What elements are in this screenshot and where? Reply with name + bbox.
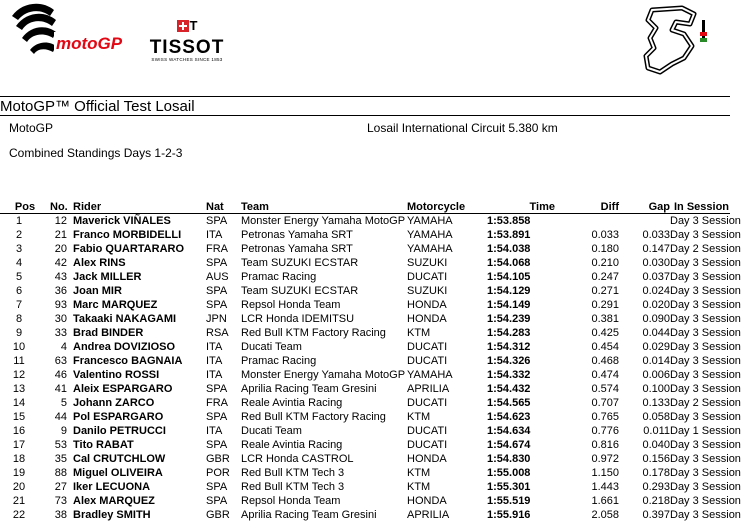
cell-rider: Alex RINS: [73, 257, 126, 269]
cell-rider: Iker LECUONA: [73, 481, 151, 493]
cell-session: Day 3 Session: [670, 509, 741, 521]
cell-no: 63: [54, 355, 67, 367]
cell-rider: Valentino ROSSI: [73, 369, 160, 381]
cell-no: 38: [54, 509, 67, 521]
table-header-row: [0, 200, 730, 214]
cell-diff: 0.454: [591, 341, 619, 353]
cell-no: 12: [54, 215, 67, 227]
table-row: [0, 396, 730, 410]
cell-no: 93: [54, 299, 67, 311]
cell-gap: 0.293: [642, 481, 670, 493]
tissot-wordmark: TISSOT: [149, 37, 225, 58]
cell-diff: 1.443: [591, 481, 619, 493]
cell-gap: 0.133: [642, 397, 670, 409]
cell-motorcycle: YAMAHA: [407, 243, 453, 255]
cell-time: 1:54.326: [487, 355, 531, 367]
cell-team: Repsol Honda Team: [241, 495, 341, 507]
cell-diff: 0.425: [591, 327, 619, 339]
cell-motorcycle: APRILIA: [407, 383, 450, 395]
cell-session: Day 3 Session: [670, 257, 741, 269]
cell-diff: 0.765: [591, 411, 619, 423]
cell-team: Ducati Team: [241, 341, 302, 353]
circuit-label: Losail International Circuit 5.380 km: [367, 121, 558, 135]
col-gap: Gap: [619, 200, 670, 214]
cell-gap: 0.058: [642, 411, 670, 423]
cell-diff: 0.271: [591, 285, 619, 297]
cell-team: Red Bull KTM Factory Racing: [241, 411, 386, 423]
cell-rider: Alex MARQUEZ: [73, 495, 155, 507]
cell-team: Reale Avintia Racing: [241, 439, 343, 451]
table-row: [0, 508, 730, 522]
cell-rider: Danilo PETRUCCI: [73, 425, 166, 437]
cell-nat: SPA: [206, 481, 228, 493]
cell-session: Day 3 Session: [670, 439, 741, 451]
cell-no: 4: [60, 341, 67, 353]
cell-nat: SPA: [206, 495, 228, 507]
cell-time: 1:54.565: [487, 397, 531, 409]
table-row: [0, 256, 730, 270]
cell-diff: 0.210: [591, 257, 619, 269]
cell-motorcycle: KTM: [407, 481, 431, 493]
cell-gap: 0.033: [642, 229, 670, 241]
motogp-logo-text: motoGP: [56, 34, 123, 53]
cell-diff: 1.150: [591, 467, 619, 479]
cell-team: Aprilia Racing Team Gresini: [241, 509, 377, 521]
cell-session: Day 2 Session: [670, 243, 741, 255]
cell-nat: ITA: [206, 229, 223, 241]
cell-gap: 0.147: [642, 243, 670, 255]
cell-time: 1:54.283: [487, 327, 531, 339]
tissot-initial: T: [189, 18, 198, 33]
cell-time: 1:55.519: [487, 495, 531, 507]
cell-rider: Marc MARQUEZ: [73, 299, 158, 311]
cell-session: Day 3 Session: [670, 285, 741, 297]
cell-time: 1:54.332: [487, 369, 531, 381]
cell-team: Team SUZUKI ECSTAR: [241, 257, 359, 269]
cell-motorcycle: KTM: [407, 411, 431, 423]
cell-rider: Miguel OLIVEIRA: [73, 467, 163, 479]
col-nat: Nat: [206, 200, 241, 214]
cell-pos: 6: [15, 285, 23, 297]
tissot-logo: [147, 20, 227, 60]
cell-team: Ducati Team: [241, 425, 302, 437]
cell-no: 35: [54, 453, 67, 465]
cell-nat: FRA: [206, 397, 228, 409]
cell-session: Day 1 Session: [670, 425, 741, 437]
cell-session: Day 3 Session: [670, 271, 741, 283]
cell-gap: 0.020: [642, 299, 670, 311]
table-row: [0, 270, 730, 284]
cell-diff: 0.474: [591, 369, 619, 381]
cell-session: Day 2 Session: [670, 397, 741, 409]
cell-nat: JPN: [206, 313, 227, 325]
cell-rider: Joan MIR: [73, 285, 122, 297]
cell-gap: 0.011: [643, 425, 670, 437]
table-row: [0, 494, 730, 508]
cell-pos: 12: [12, 369, 26, 381]
cell-rider: Johann ZARCO: [73, 397, 155, 409]
cell-gap: 0.397: [642, 509, 670, 521]
table-row: [0, 340, 730, 354]
track-map-icon: [632, 2, 714, 80]
page-title: MotoGP™ Official Test Losail: [0, 96, 730, 116]
cell-time: 1:54.432: [487, 383, 531, 395]
cell-pos: 16: [12, 425, 26, 437]
cell-rider: Aleix ESPARGARO: [73, 383, 173, 395]
cell-nat: SPA: [206, 257, 228, 269]
cell-diff: 0.180: [591, 243, 619, 255]
cell-motorcycle: DUCATI: [407, 271, 448, 283]
cell-team: Monster Energy Yamaha MotoGP: [241, 369, 406, 381]
table-row: [0, 438, 730, 452]
cell-motorcycle: DUCATI: [407, 425, 448, 437]
cell-diff: 1.661: [591, 495, 619, 507]
cell-pos: 4: [15, 257, 23, 269]
table-row: [0, 368, 730, 382]
cell-gap: 0.040: [642, 439, 670, 451]
cell-team: Aprilia Racing Team Gresini: [241, 383, 377, 395]
cell-rider: Maverick VIÑALES: [73, 215, 171, 227]
cell-gap: 0.218: [642, 495, 670, 507]
cell-gap: 0.014: [642, 355, 670, 367]
cell-rider: Francesco BAGNAIA: [73, 355, 183, 367]
cell-rider: Takaaki NAKAGAMI: [73, 313, 177, 325]
cell-gap: 0.156: [642, 453, 670, 465]
cell-nat: SPA: [206, 285, 228, 297]
cell-team: LCR Honda CASTROL: [241, 453, 354, 465]
cell-nat: ITA: [206, 341, 223, 353]
cell-diff: 0.574: [591, 383, 619, 395]
header: [0, 0, 730, 92]
table-row: [0, 284, 730, 298]
cell-session: Day 3 Session: [670, 495, 741, 507]
cell-team: Monster Energy Yamaha MotoGP: [241, 215, 406, 227]
cell-nat: ITA: [206, 355, 223, 367]
cell-rider: Pol ESPARGARO: [73, 411, 164, 423]
cell-rider: Brad BINDER: [73, 327, 144, 339]
table-row: [0, 312, 730, 326]
cell-motorcycle: DUCATI: [407, 355, 448, 367]
cell-diff: 0.816: [591, 439, 619, 451]
col-rider: Rider: [73, 200, 206, 214]
cell-motorcycle: KTM: [407, 327, 431, 339]
cell-pos: 19: [12, 467, 26, 479]
cell-motorcycle: APRILIA: [407, 509, 450, 521]
cell-diff: 0.291: [591, 299, 619, 311]
cell-no: 41: [54, 383, 67, 395]
cell-session: Day 3 Session: [670, 467, 741, 479]
cell-no: 21: [54, 229, 67, 241]
cell-session: Day 3 Session: [670, 229, 741, 241]
motogp-logo: [10, 2, 135, 60]
cell-rider: Jack MILLER: [73, 271, 142, 283]
cell-rider: Bradley SMITH: [73, 509, 151, 521]
cell-pos: 9: [15, 327, 23, 339]
col-motorcycle: Motorcycle: [407, 200, 487, 214]
table-row: [0, 298, 730, 312]
cell-gap: 0.044: [642, 327, 670, 339]
cell-time: 1:54.830: [487, 453, 531, 465]
cell-team: Red Bull KTM Tech 3: [241, 467, 345, 479]
cell-motorcycle: DUCATI: [407, 397, 448, 409]
cell-diff: 0.707: [591, 397, 619, 409]
cell-team: Red Bull KTM Tech 3: [241, 481, 345, 493]
cell-pos: 14: [12, 397, 26, 409]
cell-motorcycle: YAMAHA: [407, 369, 453, 381]
cell-no: 33: [54, 327, 67, 339]
col-no: No.: [38, 200, 73, 214]
cell-time: 1:54.149: [487, 299, 531, 311]
col-session: In Session: [670, 200, 730, 214]
cell-session: Day 3 Session: [670, 481, 741, 493]
cell-nat: FRA: [206, 243, 228, 255]
table-row: [0, 354, 730, 368]
cell-pos: 18: [12, 453, 26, 465]
cell-motorcycle: HONDA: [407, 299, 447, 311]
cell-diff: 0.468: [591, 355, 619, 367]
cell-no: 20: [54, 243, 67, 255]
col-time: Time: [487, 200, 557, 214]
cell-no: 73: [54, 495, 67, 507]
cell-no: 9: [60, 425, 67, 437]
cell-rider: Franco MORBIDELLI: [73, 229, 182, 241]
cell-no: 88: [54, 467, 67, 479]
cell-no: 43: [54, 271, 67, 283]
cell-pos: 7: [15, 299, 23, 311]
cell-motorcycle: YAMAHA: [407, 229, 453, 241]
cell-rider: Cal CRUTCHLOW: [73, 453, 166, 465]
cell-time: 1:55.301: [487, 481, 531, 493]
cell-time: 1:54.634: [487, 425, 531, 437]
cell-team: Red Bull KTM Factory Racing: [241, 327, 386, 339]
cell-motorcycle: SUZUKI: [407, 285, 448, 297]
cell-pos: 11: [13, 355, 25, 367]
standings-subtitle: Combined Standings Days 1-2-3: [9, 146, 183, 160]
category-label: MotoGP: [9, 121, 54, 135]
cell-no: 53: [54, 439, 67, 451]
cell-pos: 8: [15, 313, 23, 325]
cell-motorcycle: KTM: [407, 467, 431, 479]
cell-team: Team SUZUKI ECSTAR: [241, 285, 359, 297]
cell-session: Day 3 Session: [670, 341, 741, 353]
table-row: [0, 382, 730, 396]
cell-nat: GBR: [206, 509, 230, 521]
cell-session: Day 3 Session: [670, 215, 741, 227]
cell-rider: Fabio QUARTARARO: [73, 243, 185, 255]
cell-gap: 0.037: [642, 271, 670, 283]
cell-nat: SPA: [206, 411, 228, 423]
cell-gap: 0.006: [642, 369, 670, 381]
cell-no: 36: [54, 285, 67, 297]
cell-nat: ITA: [206, 425, 223, 437]
cell-motorcycle: DUCATI: [407, 439, 448, 451]
cell-pos: 2: [15, 229, 23, 241]
cell-motorcycle: HONDA: [407, 453, 447, 465]
cell-diff: [557, 214, 619, 229]
cell-motorcycle: YAMAHA: [407, 215, 453, 227]
cell-no: 44: [54, 411, 67, 423]
col-diff: Diff: [557, 200, 619, 214]
cell-diff: 2.058: [591, 509, 619, 521]
cell-nat: GBR: [206, 453, 230, 465]
table-row: [0, 466, 730, 480]
cell-time: 1:54.105: [487, 271, 531, 283]
cell-nat: AUS: [206, 271, 229, 283]
cell-gap: 0.100: [642, 383, 670, 395]
cell-session: Day 3 Session: [670, 453, 741, 465]
cell-rider: Andrea DOVIZIOSO: [73, 341, 176, 353]
cell-session: Day 3 Session: [670, 299, 741, 311]
cell-team: Reale Avintia Racing: [241, 397, 343, 409]
cell-time: 1:54.038: [487, 243, 531, 255]
cell-team: Pramac Racing: [241, 271, 317, 283]
col-pos: Pos: [0, 200, 38, 214]
cell-session: Day 3 Session: [670, 327, 741, 339]
cell-team: Petronas Yamaha SRT: [241, 229, 353, 241]
cell-diff: 0.776: [591, 425, 619, 437]
cell-time: 1:54.674: [487, 439, 531, 451]
cell-session: Day 3 Session: [670, 369, 741, 381]
cell-time: 1:54.623: [487, 411, 531, 423]
cell-pos: 5: [15, 271, 23, 283]
cell-nat: SPA: [206, 383, 228, 395]
cell-motorcycle: HONDA: [407, 313, 447, 325]
cell-nat: ITA: [206, 369, 223, 381]
cell-time: 1:55.916: [487, 509, 531, 521]
cell-pos: 10: [12, 341, 26, 353]
cell-diff: 0.972: [591, 453, 619, 465]
table-row: [0, 410, 730, 424]
table-row: [0, 214, 730, 229]
cell-time: 1:55.008: [487, 467, 531, 479]
table-row: [0, 424, 730, 438]
tissot-tagline: SWISS WATCHES SINCE 1853: [151, 57, 223, 62]
cell-nat: SPA: [206, 215, 228, 227]
cell-diff: 0.381: [591, 313, 619, 325]
cell-motorcycle: DUCATI: [407, 341, 448, 353]
cell-session: Day 3 Session: [670, 383, 741, 395]
cell-time: 1:54.068: [487, 257, 531, 269]
cell-nat: RSA: [206, 327, 229, 339]
cell-time: 1:54.312: [487, 341, 531, 353]
cell-session: Day 3 Session: [670, 411, 741, 423]
cell-pos: 22: [12, 509, 26, 521]
cell-nat: SPA: [206, 299, 228, 311]
swiss-cross-icon: [177, 20, 189, 32]
results-table: [0, 200, 741, 522]
cell-team: Petronas Yamaha SRT: [241, 243, 353, 255]
cell-no: 30: [54, 313, 67, 325]
col-team: Team: [241, 200, 407, 214]
table-row: [0, 228, 730, 242]
cell-team: Pramac Racing: [241, 355, 317, 367]
cell-no: 46: [54, 369, 67, 381]
cell-session: Day 3 Session: [670, 355, 741, 367]
cell-time: 1:53.891: [487, 229, 531, 241]
cell-pos: 17: [12, 439, 26, 451]
cell-time: 1:54.129: [487, 285, 531, 297]
cell-motorcycle: SUZUKI: [407, 257, 448, 269]
cell-pos: 21: [12, 495, 26, 507]
table-row: [0, 452, 730, 466]
cell-gap: 0.090: [642, 313, 670, 325]
cell-no: 42: [54, 257, 67, 269]
cell-team: LCR Honda IDEMITSU: [241, 313, 355, 325]
cell-team: Repsol Honda Team: [241, 299, 341, 311]
table-row: [0, 242, 730, 256]
cell-gap: 0.024: [642, 285, 670, 297]
cell-gap: 0.030: [642, 257, 670, 269]
cell-rider: Tito RABAT: [73, 439, 134, 451]
cell-time: 1:54.239: [487, 313, 531, 325]
cell-pos: 15: [12, 411, 26, 423]
cell-nat: SPA: [206, 439, 228, 451]
cell-session: Day 3 Session: [670, 313, 741, 325]
cell-no: 5: [60, 397, 67, 409]
cell-gap: 0.178: [642, 467, 670, 479]
cell-motorcycle: HONDA: [407, 495, 447, 507]
cell-pos: 20: [12, 481, 26, 493]
table-row: [0, 326, 730, 340]
cell-diff: 0.033: [591, 229, 619, 241]
cell-nat: POR: [206, 467, 230, 479]
cell-pos: 3: [15, 243, 23, 255]
cell-no: 27: [54, 481, 67, 493]
cell-pos: 1: [15, 215, 23, 227]
cell-diff: 0.247: [591, 271, 619, 283]
cell-pos: 13: [12, 383, 26, 395]
cell-time: 1:53.858: [487, 215, 531, 227]
cell-gap: 0.029: [642, 341, 670, 353]
table-row: [0, 480, 730, 494]
cell-gap: [619, 214, 670, 229]
